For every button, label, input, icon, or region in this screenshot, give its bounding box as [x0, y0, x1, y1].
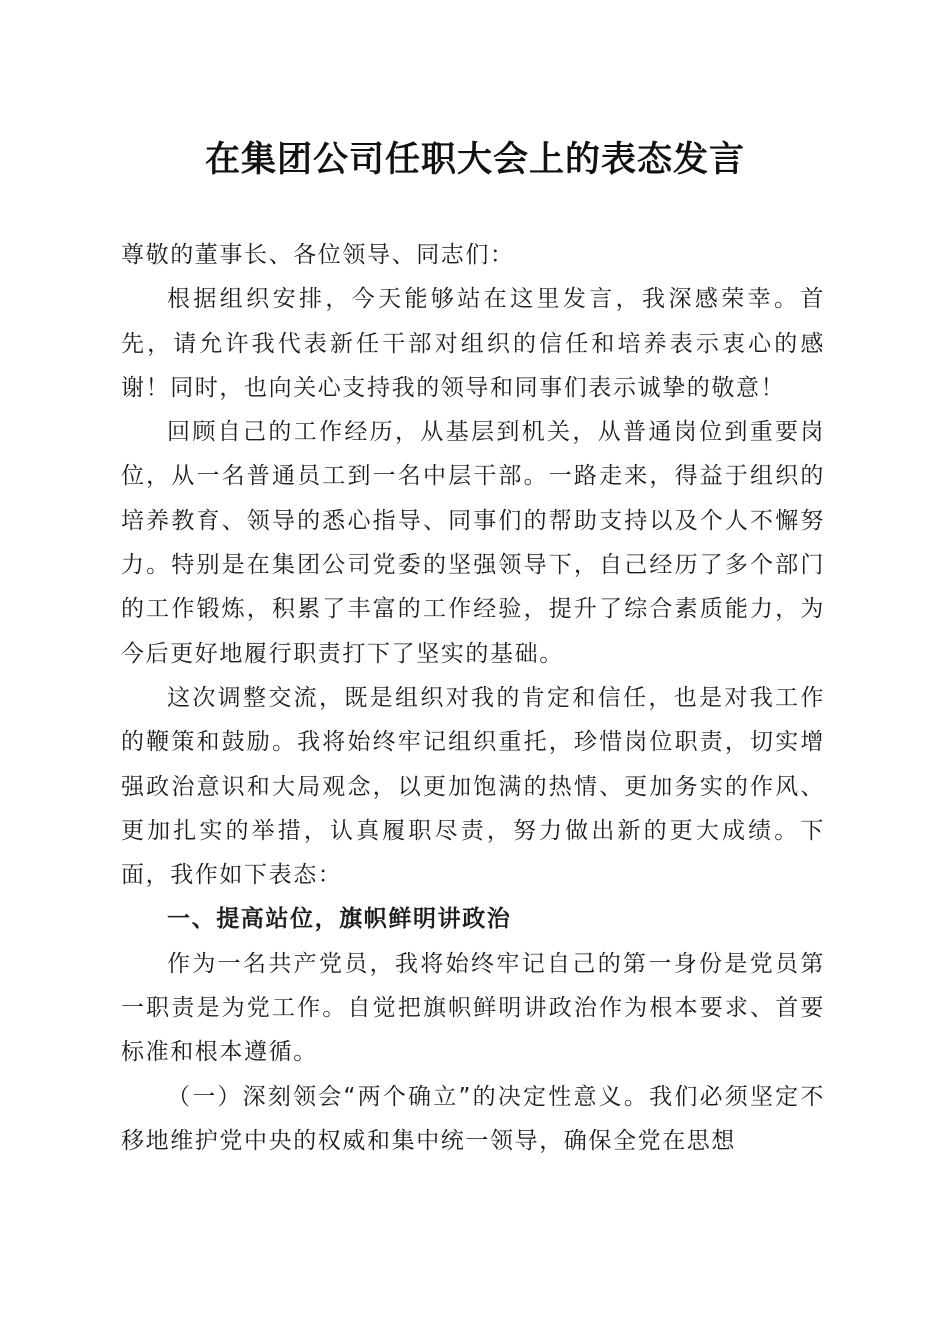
sub-section-1: （一）深刻领会“两个确立”的决定性意义。我们必须坚定不移地维护党中央的权威和集中统一领导，确保全党在思想 — [121, 1083, 825, 1154]
paragraph-1: 根据组织安排，今天能够站在这里发言，我深感荣幸。首先，请允许我代表新任干部对组织的信任和培养表示衷心的感谢！同时，也向关心支持我的领导和同事们表示诚挚的敬意！ — [121, 286, 825, 401]
document-title: 在集团公司任职大会上的表态发言 — [204, 139, 745, 180]
section-heading-1: 一、提高站位，旗帜鲜明讲政治 — [167, 906, 512, 933]
paragraph-3: 这次调整交流，既是组织对我的肯定和信任，也是对我工作的鞭策和鼓励。我将始终牢记组织重托，珍惜岗位职责，切实增强政治意识和大局观念，以更加饱满的热情、更加务实的作风、更加扎实的举措，认真履职尽责，努力做出新的更大成绩。下面，我作如下表态： — [121, 684, 825, 889]
salutation: 尊敬的董事长、各位领导、同志们： — [121, 242, 515, 268]
section-1-paragraph: 作为一名共产党员，我将始终牢记自己的第一身份是党员第一职责是为党工作。自觉把旗帜鲜明讲政治作为根本要求、首要标准和根本遵循。 — [121, 950, 825, 1066]
paragraph-2: 回顾自己的工作经历，从基层到机关，从普通岗位到重要岗位，从一名普通员工到一名中层干部。一路走来，得益于组织的培养教育、领导的悉心指导、同事们的帮助支持以及个人不懈努力。特别是在集团公司党委的坚强领导下，自己经历了多个部门的工作锻炼，积累了丰富的工作经验，提升了综合素质能力，为今后更好地履行职责打下了坚实的基础。 — [121, 419, 825, 667]
document-body — [121, 233, 825, 1163]
